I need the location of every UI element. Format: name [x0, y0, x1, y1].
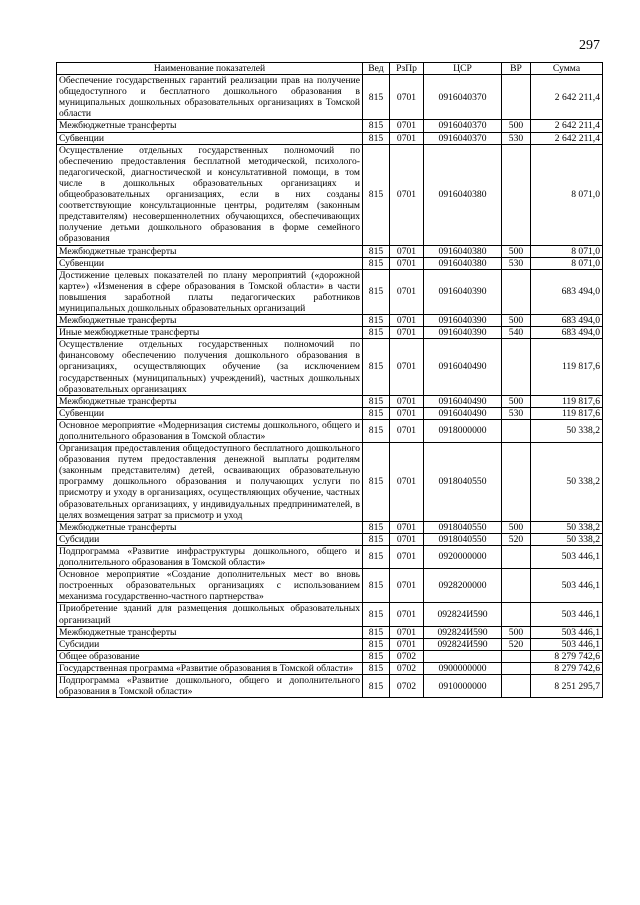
cell-name: Межбюджетные трансферты [57, 626, 363, 638]
cell-sum: 8 279 742,6 [531, 662, 603, 674]
cell-vr: 500 [502, 245, 531, 257]
cell-ved: 815 [363, 339, 390, 395]
cell-csr: 0916040370 [424, 120, 502, 132]
cell-sum: 8 251 295,7 [531, 674, 603, 697]
cell-csr: 0918000000 [424, 419, 502, 442]
table-row [57, 545, 603, 568]
cell-sum: 50 338,2 [531, 521, 603, 533]
table-row [57, 533, 603, 545]
cell-ved: 815 [363, 626, 390, 638]
cell-name: Субвенции [57, 132, 363, 144]
table-body [57, 75, 603, 698]
cell-name: Осуществление отдельных государственных полномочий по финансовому обеспечению получения дошкольного образования в организациях, осуществляющих обучение (за исключением государственных (муниципальных) учреждений), частных дошкольных образовательных организациях [57, 339, 363, 395]
table-row [57, 245, 603, 257]
cell-csr: 092824И590 [424, 638, 502, 650]
cell-sum: 8 071,0 [531, 257, 603, 269]
cell-rzpr: 0701 [390, 419, 424, 442]
cell-rzpr: 0701 [390, 407, 424, 419]
header-csr: ЦСР [424, 63, 502, 75]
table-row [57, 269, 603, 314]
header-rzpr: РзПр [390, 63, 424, 75]
cell-name: Субсидии [57, 533, 363, 545]
table-header-row [57, 63, 603, 75]
header-vr: ВР [502, 63, 531, 75]
cell-sum: 8 071,0 [531, 144, 603, 245]
cell-ved: 815 [363, 419, 390, 442]
table-row [57, 626, 603, 638]
cell-csr: 0918040550 [424, 521, 502, 533]
cell-ved: 815 [363, 533, 390, 545]
cell-ved: 815 [363, 315, 390, 327]
table-row [57, 603, 603, 626]
table-row [57, 443, 603, 522]
cell-sum: 8 071,0 [531, 245, 603, 257]
cell-vr [502, 674, 531, 697]
cell-csr: 0916040390 [424, 269, 502, 314]
cell-sum: 119 817,6 [531, 339, 603, 395]
cell-name: Общее образование [57, 650, 363, 662]
cell-rzpr: 0701 [390, 521, 424, 533]
cell-rzpr: 0701 [390, 144, 424, 245]
cell-rzpr: 0702 [390, 650, 424, 662]
header-sum: Сумма [531, 63, 603, 75]
cell-rzpr: 0701 [390, 569, 424, 603]
cell-sum: 119 817,6 [531, 395, 603, 407]
cell-rzpr: 0701 [390, 269, 424, 314]
cell-csr: 092824И590 [424, 603, 502, 626]
cell-sum: 503 446,1 [531, 545, 603, 568]
table-row [57, 120, 603, 132]
cell-sum: 50 338,2 [531, 419, 603, 442]
cell-csr: 0910000000 [424, 674, 502, 697]
cell-name: Субвенции [57, 407, 363, 419]
cell-sum: 2 642 211,4 [531, 120, 603, 132]
table-row [57, 407, 603, 419]
cell-csr: 0916040380 [424, 257, 502, 269]
cell-vr [502, 144, 531, 245]
cell-csr: 0916040370 [424, 132, 502, 144]
cell-sum: 503 446,1 [531, 626, 603, 638]
cell-name: Основное мероприятие «Создание дополнительных мест во вновь построенных образовательных организациях с использованием механизма государственно-частного партнерства» [57, 569, 363, 603]
cell-ved: 815 [363, 569, 390, 603]
cell-rzpr: 0701 [390, 603, 424, 626]
cell-csr: 092824И590 [424, 626, 502, 638]
cell-ved: 815 [363, 407, 390, 419]
cell-csr: 0916040490 [424, 395, 502, 407]
cell-vr [502, 603, 531, 626]
cell-rzpr: 0701 [390, 443, 424, 522]
cell-ved: 815 [363, 269, 390, 314]
cell-name: Подпрограмма «Развитие инфраструктуры дошкольного, общего и дополнительного образования в Томской области» [57, 545, 363, 568]
cell-sum: 503 446,1 [531, 569, 603, 603]
cell-name: Государственная программа «Развитие образования в Томской области» [57, 662, 363, 674]
cell-name: Обеспечение государственных гарантий реализации прав на получение общедоступного и бесплатного дошкольного образования в муниципальных дошкольных образовательных организациях в Томской области [57, 75, 363, 120]
cell-vr: 530 [502, 407, 531, 419]
cell-sum: 683 494,0 [531, 315, 603, 327]
cell-ved: 815 [363, 638, 390, 650]
cell-vr: 530 [502, 257, 531, 269]
cell-rzpr: 0701 [390, 245, 424, 257]
cell-csr: 0916040390 [424, 327, 502, 339]
cell-name: Межбюджетные трансферты [57, 245, 363, 257]
cell-name: Межбюджетные трансферты [57, 521, 363, 533]
cell-rzpr: 0701 [390, 339, 424, 395]
table-row [57, 315, 603, 327]
cell-sum: 8 279 742,6 [531, 650, 603, 662]
cell-vr [502, 339, 531, 395]
cell-name: Приобретение зданий для размещения дошкольных образовательных организаций [57, 603, 363, 626]
cell-vr: 500 [502, 315, 531, 327]
header-ved: Вед [363, 63, 390, 75]
cell-name: Субсидии [57, 638, 363, 650]
cell-vr: 500 [502, 395, 531, 407]
cell-vr: 540 [502, 327, 531, 339]
cell-name: Основное мероприятие «Модернизация системы дошкольного, общего и дополнительного образования в Томской области» [57, 419, 363, 442]
cell-ved: 815 [363, 443, 390, 522]
cell-rzpr: 0701 [390, 626, 424, 638]
table-row [57, 339, 603, 395]
cell-name: Субвенции [57, 257, 363, 269]
cell-csr: 0916040380 [424, 245, 502, 257]
cell-vr: 520 [502, 533, 531, 545]
cell-vr: 500 [502, 626, 531, 638]
cell-rzpr: 0701 [390, 327, 424, 339]
cell-vr [502, 662, 531, 674]
cell-csr: 0918040550 [424, 533, 502, 545]
cell-rzpr: 0701 [390, 638, 424, 650]
cell-ved: 815 [363, 120, 390, 132]
cell-csr: 0916040370 [424, 75, 502, 120]
cell-ved: 815 [363, 521, 390, 533]
cell-sum: 503 446,1 [531, 638, 603, 650]
cell-csr: 0928200000 [424, 569, 502, 603]
table-row [57, 132, 603, 144]
cell-ved: 815 [363, 395, 390, 407]
cell-csr: 0920000000 [424, 545, 502, 568]
budget-table [56, 62, 603, 698]
cell-ved: 815 [363, 662, 390, 674]
cell-vr: 530 [502, 132, 531, 144]
cell-sum: 50 338,2 [531, 443, 603, 522]
cell-ved: 815 [363, 650, 390, 662]
cell-rzpr: 0701 [390, 120, 424, 132]
cell-ved: 815 [363, 257, 390, 269]
cell-rzpr: 0701 [390, 132, 424, 144]
page-number: 297 [579, 38, 600, 53]
cell-vr: 500 [502, 521, 531, 533]
cell-rzpr: 0701 [390, 257, 424, 269]
cell-sum: 503 446,1 [531, 603, 603, 626]
table-row [57, 674, 603, 697]
cell-csr [424, 650, 502, 662]
cell-name: Организация предоставления общедоступного бесплатного дошкольного образования путем предоставления денежной выплаты родителям (законным представителям) детей, осваивающих образовательную программу дошкольного образования и получающих услуги по присмотру и уходу в организациях, осуществляющих обучение, частных образовательных организациях, у индивидуальных предпринимателей, в целях возмещения затрат за присмотр и уход [57, 443, 363, 522]
cell-name: Достижение целевых показателей по плану мероприятий («дорожной карте») «Изменения в сфере образования в Томской области» в части повышения заработной платы педагогических работников муниципальных дошкольных образовательных организаций [57, 269, 363, 314]
table-row [57, 569, 603, 603]
cell-ved: 815 [363, 327, 390, 339]
table-row [57, 327, 603, 339]
cell-sum: 119 817,6 [531, 407, 603, 419]
cell-rzpr: 0702 [390, 674, 424, 697]
cell-sum: 50 338,2 [531, 533, 603, 545]
cell-sum: 683 494,0 [531, 269, 603, 314]
table-row [57, 662, 603, 674]
cell-vr [502, 569, 531, 603]
cell-name: Подпрограмма «Развитие дошкольного, общего и дополнительного образования в Томской области» [57, 674, 363, 697]
cell-csr: 0916040490 [424, 339, 502, 395]
table-row [57, 75, 603, 120]
table-row [57, 650, 603, 662]
cell-vr: 520 [502, 638, 531, 650]
cell-ved: 815 [363, 144, 390, 245]
cell-rzpr: 0701 [390, 533, 424, 545]
cell-csr: 0918040550 [424, 443, 502, 522]
cell-csr: 0900000000 [424, 662, 502, 674]
cell-ved: 815 [363, 245, 390, 257]
cell-ved: 815 [363, 75, 390, 120]
cell-sum: 683 494,0 [531, 327, 603, 339]
cell-sum: 2 642 211,4 [531, 132, 603, 144]
cell-rzpr: 0701 [390, 75, 424, 120]
table-row [57, 395, 603, 407]
cell-csr: 0916040490 [424, 407, 502, 419]
table-row [57, 257, 603, 269]
cell-sum: 2 642 211,4 [531, 75, 603, 120]
cell-vr [502, 269, 531, 314]
cell-name: Межбюджетные трансферты [57, 315, 363, 327]
cell-vr: 500 [502, 120, 531, 132]
cell-rzpr: 0701 [390, 545, 424, 568]
table-row [57, 419, 603, 442]
cell-ved: 815 [363, 603, 390, 626]
cell-rzpr: 0701 [390, 315, 424, 327]
cell-name: Межбюджетные трансферты [57, 395, 363, 407]
cell-vr [502, 75, 531, 120]
cell-vr [502, 443, 531, 522]
table-row [57, 638, 603, 650]
cell-ved: 815 [363, 132, 390, 144]
header-name: Наименование показателей [57, 63, 363, 75]
cell-rzpr: 0702 [390, 662, 424, 674]
cell-ved: 815 [363, 545, 390, 568]
cell-vr [502, 419, 531, 442]
cell-vr [502, 545, 531, 568]
cell-vr [502, 650, 531, 662]
cell-rzpr: 0701 [390, 395, 424, 407]
table-row [57, 144, 603, 245]
table-row [57, 521, 603, 533]
cell-csr: 0916040380 [424, 144, 502, 245]
cell-ved: 815 [363, 674, 390, 697]
cell-csr: 0916040390 [424, 315, 502, 327]
cell-name: Иные межбюджетные трансферты [57, 327, 363, 339]
cell-name: Осуществление отдельных государственных полномочий по обеспечению предоставления бесплатной методической, психолого-педагогической, диагностической и консультативной помощи, в том числе в дошкольных образовательных организациях и общеобразовательных организациях, если в них созданы соответствующие консультационные центры, родителям (законным представителям) несовершеннолетних обучающихся, обеспечивающих получение детьми дошкольного образования в форме семейного образования [57, 144, 363, 245]
cell-name: Межбюджетные трансферты [57, 120, 363, 132]
